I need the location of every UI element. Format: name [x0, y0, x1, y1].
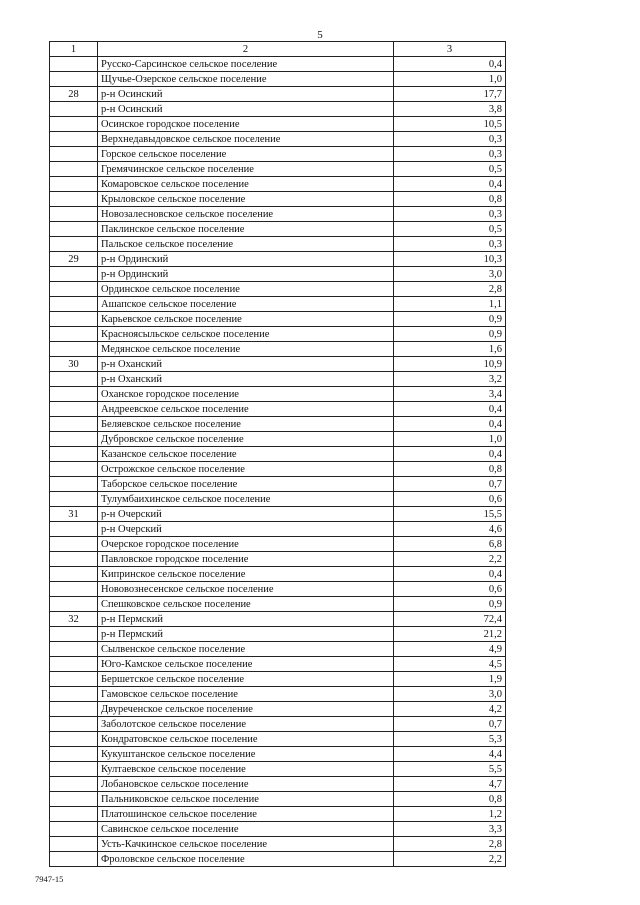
- row-value: 0,4: [394, 402, 506, 417]
- table-row: [50, 597, 506, 612]
- row-name: Острожское сельское поселение: [98, 462, 394, 477]
- row-number: 29: [50, 252, 98, 267]
- row-name: Юго-Камское сельское поселение: [98, 657, 394, 672]
- table-row: [50, 492, 506, 507]
- row-value: 1,0: [394, 432, 506, 447]
- table-row: [50, 612, 506, 627]
- table-row: [50, 72, 506, 87]
- table-row: [50, 327, 506, 342]
- row-number: [50, 492, 98, 507]
- row-value: 10,3: [394, 252, 506, 267]
- row-value: 5,3: [394, 732, 506, 747]
- row-value: 0,3: [394, 147, 506, 162]
- row-number: [50, 57, 98, 72]
- row-value: 0,7: [394, 717, 506, 732]
- row-name: Новозалесновское сельское поселение: [98, 207, 394, 222]
- row-number: [50, 747, 98, 762]
- row-number: 28: [50, 87, 98, 102]
- row-number: [50, 207, 98, 222]
- row-value: 2,8: [394, 837, 506, 852]
- row-name: Нововознесенское сельское поселение: [98, 582, 394, 597]
- table-row: [50, 282, 506, 297]
- table-row: [50, 522, 506, 537]
- row-name: Спешковское сельское поселение: [98, 597, 394, 612]
- row-value: 72,4: [394, 612, 506, 627]
- column-header-3: 3: [394, 42, 506, 57]
- table-row: [50, 87, 506, 102]
- row-value: 1,1: [394, 297, 506, 312]
- row-value: 15,5: [394, 507, 506, 522]
- row-name: р-н Пермский: [98, 627, 394, 642]
- row-value: 4,2: [394, 702, 506, 717]
- row-number: [50, 822, 98, 837]
- table-row: [50, 657, 506, 672]
- row-name: Пальское сельское поселение: [98, 237, 394, 252]
- row-name: Кипринское сельское поселение: [98, 567, 394, 582]
- row-number: [50, 147, 98, 162]
- row-number: [50, 522, 98, 537]
- row-value: 3,2: [394, 372, 506, 387]
- table-row: [50, 252, 506, 267]
- row-name: р-н Осинский: [98, 87, 394, 102]
- table-row: [50, 837, 506, 852]
- row-number: [50, 237, 98, 252]
- row-name: Гремячинское сельское поселение: [98, 162, 394, 177]
- table-row: [50, 357, 506, 372]
- row-name: Ашапское сельское поселение: [98, 297, 394, 312]
- row-value: 0,4: [394, 57, 506, 72]
- row-number: [50, 597, 98, 612]
- row-name: Щучье-Озерское сельское поселение: [98, 72, 394, 87]
- row-value: 0,4: [394, 177, 506, 192]
- table-row: [50, 762, 506, 777]
- table-row: [50, 207, 506, 222]
- row-number: [50, 477, 98, 492]
- table-row: [50, 777, 506, 792]
- row-name: Гамовское сельское поселение: [98, 687, 394, 702]
- row-value: 0,9: [394, 597, 506, 612]
- row-number: 32: [50, 612, 98, 627]
- row-value: 0,9: [394, 312, 506, 327]
- row-value: 1,0: [394, 72, 506, 87]
- table-row: [50, 417, 506, 432]
- row-value: 2,8: [394, 282, 506, 297]
- row-name: Фроловское сельское поселение: [98, 852, 394, 867]
- row-value: 3,4: [394, 387, 506, 402]
- row-number: [50, 852, 98, 867]
- row-value: 0,9: [394, 327, 506, 342]
- table-row: [50, 687, 506, 702]
- row-value: 1,2: [394, 807, 506, 822]
- row-name: р-н Очерский: [98, 507, 394, 522]
- row-name: Платошинское сельское поселение: [98, 807, 394, 822]
- row-value: 3,0: [394, 267, 506, 282]
- row-number: [50, 777, 98, 792]
- row-value: 4,9: [394, 642, 506, 657]
- table-row: [50, 462, 506, 477]
- table-row: [50, 447, 506, 462]
- row-name: Сылвенское сельское поселение: [98, 642, 394, 657]
- row-number: [50, 192, 98, 207]
- row-number: [50, 567, 98, 582]
- row-name: Савинское сельское поселение: [98, 822, 394, 837]
- row-number: 31: [50, 507, 98, 522]
- row-name: р-н Ординский: [98, 267, 394, 282]
- row-name: Паклинское сельское поселение: [98, 222, 394, 237]
- row-value: 2,2: [394, 552, 506, 567]
- row-name: Двуреченское сельское поселение: [98, 702, 394, 717]
- table-row: [50, 57, 506, 72]
- table-row: [50, 477, 506, 492]
- row-name: Карьевское сельское поселение: [98, 312, 394, 327]
- table-body: [50, 57, 506, 867]
- row-number: [50, 582, 98, 597]
- row-name: Кондратовское сельское поселение: [98, 732, 394, 747]
- row-number: [50, 387, 98, 402]
- row-value: 0,5: [394, 162, 506, 177]
- row-number: [50, 432, 98, 447]
- row-number: [50, 132, 98, 147]
- row-value: 0,4: [394, 447, 506, 462]
- page-number: 5: [317, 29, 323, 41]
- table-row: [50, 312, 506, 327]
- row-value: 0,4: [394, 417, 506, 432]
- row-value: 1,9: [394, 672, 506, 687]
- row-number: [50, 837, 98, 852]
- row-name: Култаевское сельское поселение: [98, 762, 394, 777]
- row-value: 4,4: [394, 747, 506, 762]
- row-number: [50, 627, 98, 642]
- table-row: [50, 822, 506, 837]
- row-value: 5,5: [394, 762, 506, 777]
- row-name: Таборское сельское поселение: [98, 477, 394, 492]
- table-row: [50, 852, 506, 867]
- row-name: р-н Ординский: [98, 252, 394, 267]
- row-name: Заболотское сельское поселение: [98, 717, 394, 732]
- table-row: [50, 807, 506, 822]
- row-name: Красноясыльское сельское поселение: [98, 327, 394, 342]
- row-name: р-н Осинский: [98, 102, 394, 117]
- row-value: 4,6: [394, 522, 506, 537]
- row-number: [50, 162, 98, 177]
- row-name: Оханское городское поселение: [98, 387, 394, 402]
- row-name: Крыловское сельское поселение: [98, 192, 394, 207]
- row-number: [50, 762, 98, 777]
- row-number: [50, 657, 98, 672]
- row-number: [50, 102, 98, 117]
- row-value: 0,8: [394, 462, 506, 477]
- table-row: [50, 402, 506, 417]
- row-number: [50, 462, 98, 477]
- row-name: Осинское городское поселение: [98, 117, 394, 132]
- row-value: 0,3: [394, 132, 506, 147]
- row-name: Дубровское сельское поселение: [98, 432, 394, 447]
- row-number: [50, 732, 98, 747]
- row-number: 30: [50, 357, 98, 372]
- table-row: [50, 342, 506, 357]
- row-value: 21,2: [394, 627, 506, 642]
- row-name: Кукуштанское сельское поселение: [98, 747, 394, 762]
- row-number: [50, 642, 98, 657]
- table-row: [50, 732, 506, 747]
- row-name: Ординское сельское поселение: [98, 282, 394, 297]
- row-number: [50, 342, 98, 357]
- row-value: 3,3: [394, 822, 506, 837]
- row-name: Павловское городское поселение: [98, 552, 394, 567]
- row-number: [50, 537, 98, 552]
- table-row: [50, 747, 506, 762]
- row-value: 2,2: [394, 852, 506, 867]
- data-table: [49, 41, 506, 867]
- row-value: 4,7: [394, 777, 506, 792]
- table-row: [50, 567, 506, 582]
- document-code: 7947-15: [35, 874, 64, 884]
- row-name: р-н Очерский: [98, 522, 394, 537]
- row-number: [50, 117, 98, 132]
- row-name: р-н Пермский: [98, 612, 394, 627]
- row-name: Медянское сельское поселение: [98, 342, 394, 357]
- row-number: [50, 717, 98, 732]
- table-row: [50, 117, 506, 132]
- table-row: [50, 537, 506, 552]
- row-number: [50, 687, 98, 702]
- row-value: 1,6: [394, 342, 506, 357]
- row-number: [50, 402, 98, 417]
- row-number: [50, 702, 98, 717]
- row-name: Усть-Качкинское сельское поселение: [98, 837, 394, 852]
- table-header-row: [50, 42, 506, 57]
- row-value: 0,7: [394, 477, 506, 492]
- row-name: Андреевское сельское поселение: [98, 402, 394, 417]
- row-value: 0,6: [394, 492, 506, 507]
- row-name: Тулумбаихинское сельское поселение: [98, 492, 394, 507]
- row-name: Лобановское сельское поселение: [98, 777, 394, 792]
- table-row: [50, 672, 506, 687]
- table-row: [50, 102, 506, 117]
- row-name: Бершетское сельское поселение: [98, 672, 394, 687]
- row-value: 0,8: [394, 792, 506, 807]
- table-row: [50, 237, 506, 252]
- row-name: Русско-Сарсинское сельское поселение: [98, 57, 394, 72]
- row-value: 6,8: [394, 537, 506, 552]
- row-value: 0,5: [394, 222, 506, 237]
- row-number: [50, 807, 98, 822]
- row-number: [50, 372, 98, 387]
- table-row: [50, 387, 506, 402]
- row-name: Комаровское сельское поселение: [98, 177, 394, 192]
- table-row: [50, 177, 506, 192]
- row-value: 3,0: [394, 687, 506, 702]
- row-name: р-н Оханский: [98, 357, 394, 372]
- row-number: [50, 267, 98, 282]
- table-row: [50, 297, 506, 312]
- row-number: [50, 672, 98, 687]
- row-value: 0,3: [394, 237, 506, 252]
- row-name: Беляевское сельское поселение: [98, 417, 394, 432]
- row-number: [50, 417, 98, 432]
- row-number: [50, 177, 98, 192]
- table-row: [50, 642, 506, 657]
- row-value: 0,4: [394, 567, 506, 582]
- table-row: [50, 147, 506, 162]
- row-value: 17,7: [394, 87, 506, 102]
- row-value: 0,8: [394, 192, 506, 207]
- table-row: [50, 627, 506, 642]
- table-row: [50, 792, 506, 807]
- row-number: [50, 792, 98, 807]
- row-number: [50, 222, 98, 237]
- table-row: [50, 222, 506, 237]
- row-number: [50, 327, 98, 342]
- table-row: [50, 552, 506, 567]
- row-name: р-н Оханский: [98, 372, 394, 387]
- row-value: 4,5: [394, 657, 506, 672]
- row-number: [50, 312, 98, 327]
- table-row: [50, 267, 506, 282]
- row-number: [50, 282, 98, 297]
- row-value: 10,5: [394, 117, 506, 132]
- table-row: [50, 372, 506, 387]
- table-row: [50, 702, 506, 717]
- row-name: Казанское сельское поселение: [98, 447, 394, 462]
- row-number: [50, 447, 98, 462]
- table-row: [50, 717, 506, 732]
- row-number: [50, 552, 98, 567]
- table-row: [50, 132, 506, 147]
- table-row: [50, 582, 506, 597]
- table-row: [50, 432, 506, 447]
- row-value: 0,6: [394, 582, 506, 597]
- row-value: 0,3: [394, 207, 506, 222]
- row-name: Очерское городское поселение: [98, 537, 394, 552]
- row-name: Верхнедавыдовское сельское поселение: [98, 132, 394, 147]
- row-name: Горское сельское поселение: [98, 147, 394, 162]
- table-row: [50, 507, 506, 522]
- table-row: [50, 162, 506, 177]
- column-header-2: 2: [98, 42, 394, 57]
- row-name: Пальниковское сельское поселение: [98, 792, 394, 807]
- row-value: 10,9: [394, 357, 506, 372]
- row-value: 3,8: [394, 102, 506, 117]
- row-number: [50, 72, 98, 87]
- row-number: [50, 297, 98, 312]
- column-header-1: 1: [50, 42, 98, 57]
- table-row: [50, 192, 506, 207]
